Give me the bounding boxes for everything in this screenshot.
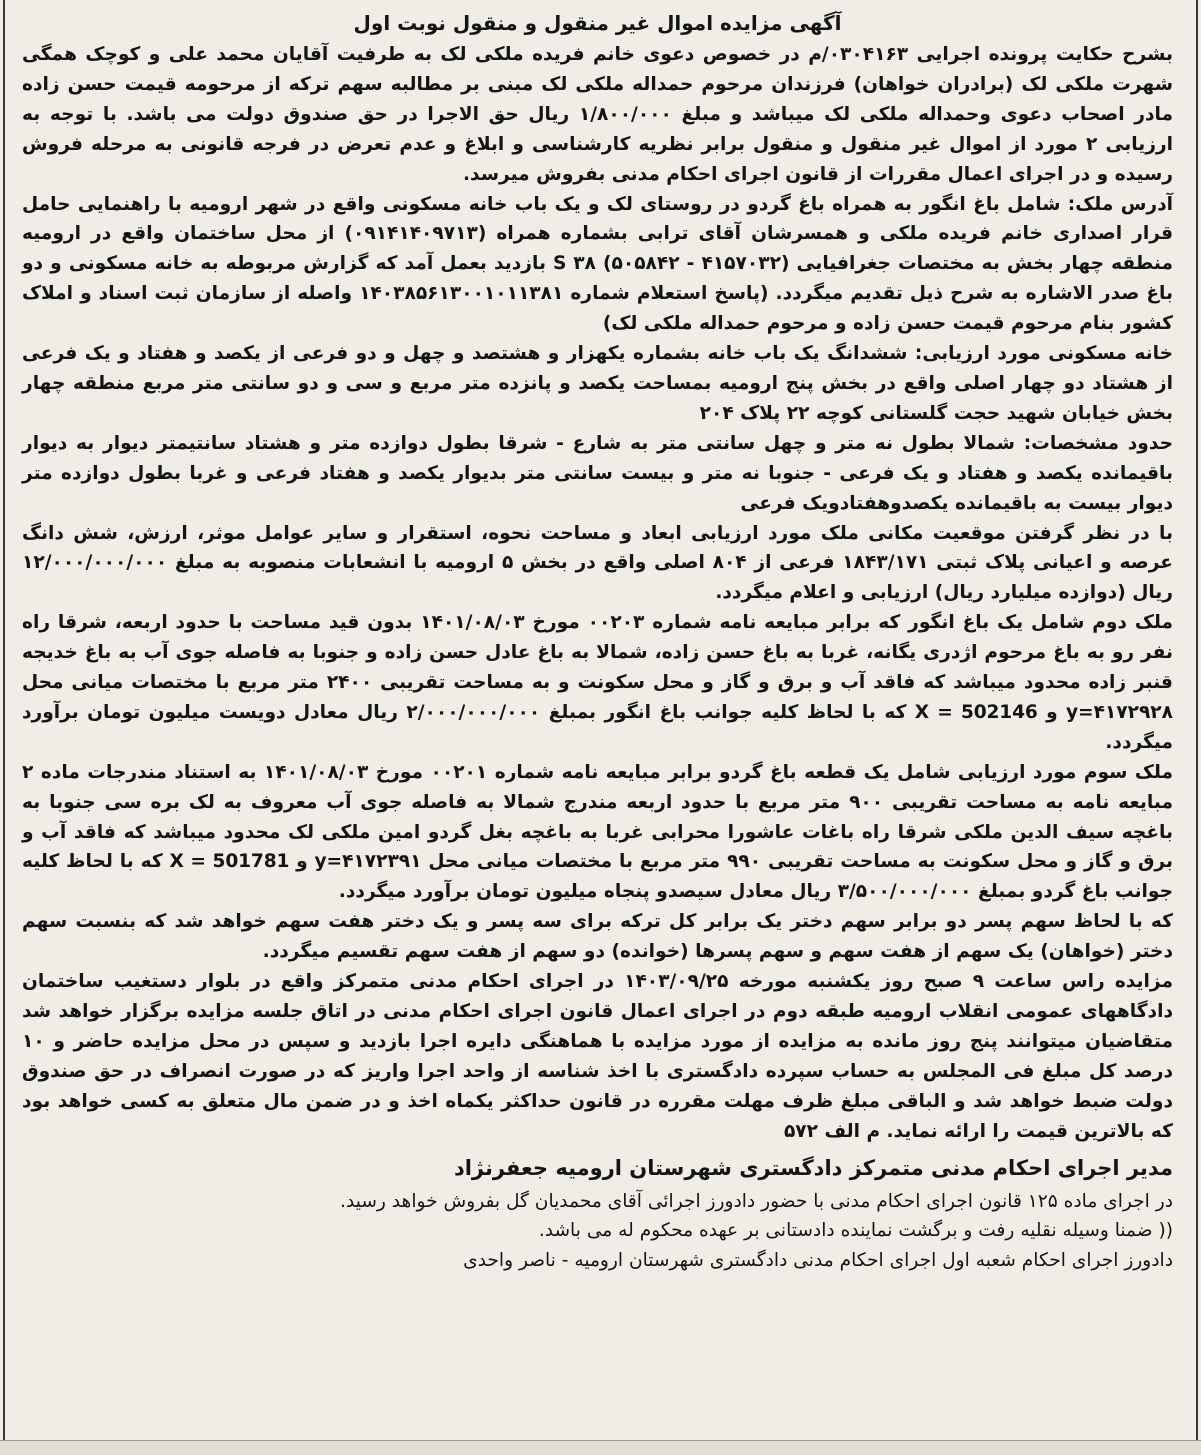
signature-director: مدیر اجرای احکام مدنی متمرکز دادگستری شهرستان ارومیه جعفرنژاد xyxy=(453,1155,1173,1180)
paragraph-property-address: آدرس ملک: شامل باغ انگور به همراه باغ گردو در روستای لک و یک باب خانه مسکونی واقع در شهر ارومیه با راهنمایی حامل قرار اصداری خانم فریده ملکی و همسرشان آقای ترابی بشماره همراه (۰۹۱۴۱۴۰۹۷۱۳) از محل ساختمان واقع در ارومیه منطقه چهار بخش به مختصات جغرافیایی (۴۱۵۷۰۳۲ - ۵۰۵۸۴۲) S ۳۸ بازدید بعمل آمد که گزارش مربوطه به خانه مسکونی و دو باغ صدر الاشاره به شرح ذیل تقدیم میگردد. (پاسخ استعلام شماره ۱۴۰۳۸۵۶۱۳۰۰۱۰۱۱۳۸۱ واصله از سازمان ثبت اسناد و املاک کشور بنام مرحوم قیمت حسن زاده و مرحوم حمداله ملکی لک) xyxy=(22,193,1173,335)
footer-line-transport: (( ضمنا وسیله نقلیه رفت و برگشت نماینده دادستانی بر عهده محکوم له می باشد. xyxy=(538,1220,1173,1242)
paragraph-inheritance-shares: که با لحاظ سهم پسر دو برابر سهم دختر یک برابر کل ترکه برای سه پسر و یک دختر هفت سهم خواهد شد که بنسبت سهم دختر (خواهان) یک سهم از هفت سهم و سهم پسرها (خوانده) دو سهم از هفت سهم تقسیم میگردد. xyxy=(22,911,1173,963)
paragraph-residential-house: خانه مسکونی مورد ارزیابی: ششدانگ یک باب خانه بشماره یکهزار و هشتصد و چهل و دو فرعی از یکصد و هفتاد و یک فرعی از هشتاد دو چهار اصلی واقع در بخش پنج ارومیه بمساحت یکصد و پانزده متر مربع و سی و دو سانتی متر مربع منطقه چهار بخش خیابان شهید حجت گلستانی کوچه ۲۲ پلاک ۲۰۴ xyxy=(22,343,1173,424)
footer-line-article-125: در اجرای ماده ۱۲۵ قانون اجرای احکام مدنی با حضور دادورز اجرائی آقای محمدیان گل بفروش خواهد رسید. xyxy=(340,1190,1173,1212)
auction-notice xyxy=(22,8,1173,1275)
paragraph-auction-terms: مزایده راس ساعت ۹ صبح روز یکشنبه مورخه ۱۴۰۳/۰۹/۲۵ در اجرای احکام مدنی متمرکز واقع در بلوار دستغیب ساختمان دادگاههای عمومی انقلاب ارومیه طبقه دوم در اجرای اعمال قانون اجرای احکام مدنی در اتاق جلسه مزایده برگزار خواهد شد متقاضیان میتوانند پنج روز مانده به مزایده از مورد مزایده با هماهنگی دایره اجرا بازدید و سپس در محل مزایده حاضر و ۱۰ درصد کل مبلغ فی المجلس به حساب سپرده دادگستری با اخذ شناسه از واحد اجرا واریز که در صورت انصراف در حق صندوق دولت ضبط خواهد شد و الباقی مبلغ ظرف مهلت مقرره در قانون حداکثر یکماه اخذ و در ضمن مال متعلق به کسی خواهد بود که بالاترین قیمت را ارائه نماید. م الف ۵۷۲ xyxy=(22,971,1173,1142)
footer-line-bailiff: دادورز اجرای احکام شعبه اول اجرای احکام مدنی دادگستری شهرستان ارومیه - ناصر واحدی xyxy=(463,1249,1173,1271)
paragraph-case-summary: بشرح حکایت پرونده اجرایی ۰۳۰۴۱۶۳/م در خصوص دعوی خانم فریده ملکی لک به طرفیت آقایان محمد علی و کوچک همگی شهرت ملکی لک (برادران خواهان) فرزندان مرحوم حمداله ملکی لک مبنی بر مطالبه سهم ترکه از مرحومه قیمت حسن زاده مادر اصحاب دعوی وحمداله ملکی لک میباشد و مبلغ ۱/۸۰۰/۰۰۰ ریال حق الاجرا در حق صندوق دولت می باشد. با توجه به ارزیابی ۲ مورد از اموال غیر منقول و منقول برابر نظریه کارشناسی و ابلاغ و عدم تعرض در فرجه قانونی به مرحله فروش رسیده و در اجرای اعمال مقررات از قانون اجرای احکام مدنی بفروش میرسد. xyxy=(22,44,1174,185)
page-bottom-edge xyxy=(0,1440,1201,1455)
paragraph-grape-garden: ملک دوم شامل یک باغ انگور که برابر مبایعه نامه شماره ۰۰۲۰۳ مورخ ۱۴۰۱/۰۸/۰۳ بدون قید مساحت با حدود اربعه، شرقا راه نفر رو به باغ مرحوم اژدری یگانه، غربا به باغ حسن زاده، شمالا به باغ عادل حسن زاده و جنوبا به فاصله جوی آب به باغ خدیجه قنبر زاده محدود میباشد که فاقد آب و برق و گاز و محل سکونت و به مساحت تقریبی ۲۴۰۰ متر مربع با مختصات میانی محل ۴۱۷۲۹۲۸=y و X = 502146 که با لحاظ کلیه جوانب باغ انگور بمبلغ ۲/۰۰۰/۰۰۰/۰۰۰ ریال معادل دویست میلیون تومان برآورد میگردد. xyxy=(22,612,1174,753)
paragraph-walnut-garden: ملک سوم مورد ارزیابی شامل یک قطعه باغ گردو برابر مبایعه نامه شماره ۰۰۲۰۱ مورخ ۱۴۰۱/۰۸/۰۳ به استناد مندرجات ماده ۲ مبایعه نامه به مساحت تقریبی ۹۰۰ متر مربع با حدود اربعه مندرج شمالا به فاصله جوی آب معروف به لک بره سی جنوبا به باغچه سیف الدین ملکی شرقا راه باغات عاشورا محرابی غربا به باغچه بغل گردو امین ملکی لک محدود میباشد که فاقد آب و برق و گاز و محل سکونت به مساحت تقریبی ۹۹۰ متر مربع با مختصات میانی محل ۴۱۷۲۳۹۱=y و X = 501781 که با لحاظ کلیه جوانب باغ گردو بمبلغ ۳/۵۰۰/۰۰۰/۰۰۰ ریال معادل سیصدو پنجاه میلیون تومان برآورد میگردد. xyxy=(22,761,1173,903)
notice-title: آگهی مزایده اموال غیر منقول و منقول نوبت اول xyxy=(353,11,842,35)
paragraph-house-valuation: با در نظر گرفتن موقعیت مکانی ملک مورد ارزیابی ابعاد و مساحت نحوه، استقرار و سایر عوامل موثر، ارزش، شش دانگ عرصه و اعیانی پلاک ثبتی ۱۸۴۳/۱۷۱ فرعی از ۸۰۴ اصلی واقع در بخش ۵ ارومیه با انشعابات منصوبه به مبلغ ۱۲/۰۰۰/۰۰۰/۰۰۰ ریال (دوازده میلیارد ریال) ارزیابی و اعلام میگردد. xyxy=(22,522,1173,604)
column-rule-right xyxy=(1196,0,1198,1455)
paragraph-boundaries: حدود مشخصات: شمالا بطول نه متر و چهل سانتی متر به شارع - شرقا بطول دوازده متر و هشتاد سانتیمتر دیوار به دیوار باقیمانده یکصد و هفتاد و یک فرعی - جنوبا نه متر و بیست سانتی متر بدیوار یکصد و هفتاد فرعی و غربا بطول دوازده متر دیوار بیست به باقیمانده یکصدوهفتادویک فرعی xyxy=(22,432,1173,514)
column-rule-left xyxy=(3,0,5,1455)
